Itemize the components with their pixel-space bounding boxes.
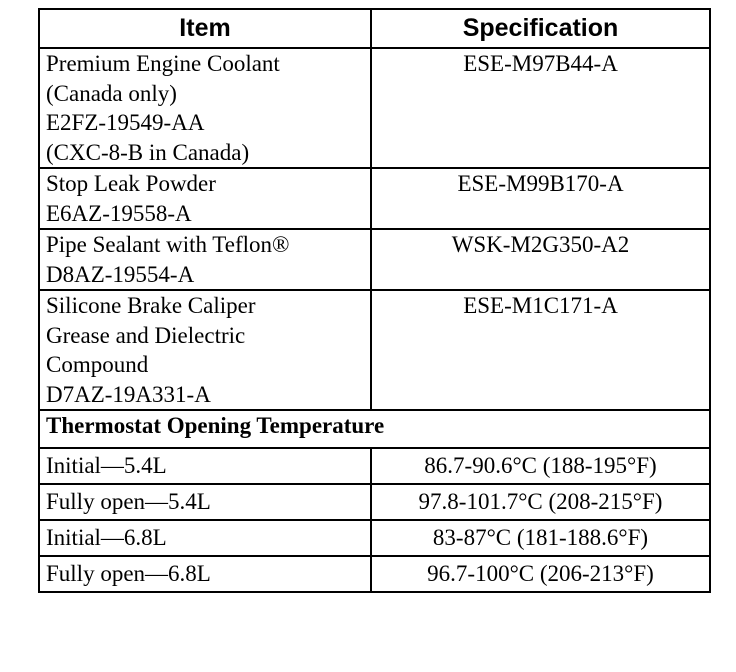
item-line: Compound xyxy=(46,352,149,377)
spec-cell: WSK-M2G350-A2 xyxy=(371,229,710,290)
item-line: E2FZ-19549-AA xyxy=(46,110,205,135)
item-cell xyxy=(39,168,371,229)
condition-cell: Initial—6.8L xyxy=(39,520,371,556)
item-line: (Canada only) xyxy=(46,80,177,106)
item-line: (CXC-8-B in Canada) xyxy=(46,139,250,165)
item-line: Stop Leak Powder xyxy=(46,171,216,196)
table-row xyxy=(39,556,710,592)
spec-cell: ESE-M97B44-A xyxy=(371,48,710,168)
temperature-cell: 83-87°C (181-188.6°F) xyxy=(371,520,710,556)
item-cell xyxy=(39,229,371,290)
header-row xyxy=(39,9,710,48)
item-line: Grease and Dielectric xyxy=(46,322,246,348)
specification-table xyxy=(38,8,711,593)
spec-cell: ESE-M99B170-A xyxy=(371,168,710,229)
section-title: Thermostat Opening Temperature xyxy=(39,410,710,448)
table-row xyxy=(39,290,710,410)
spec-cell: ESE-M1C171-A xyxy=(371,290,710,410)
table-row xyxy=(39,448,710,484)
item-cell xyxy=(39,48,371,168)
item-line: E6AZ-19558-A xyxy=(46,200,192,226)
condition-cell: Initial—5.4L xyxy=(39,448,371,484)
table-row xyxy=(39,520,710,556)
section-row xyxy=(39,410,710,448)
item-line: Premium Engine Coolant xyxy=(46,51,280,76)
item-column-header: Item xyxy=(39,9,371,48)
temperature-cell: 96.7-100°C (206-213°F) xyxy=(371,556,710,592)
item-line: D8AZ-19554-A xyxy=(46,261,195,287)
table-row xyxy=(39,168,710,229)
condition-cell: Fully open—5.4L xyxy=(39,484,371,520)
table-row xyxy=(39,48,710,168)
specification-column-header: Specification xyxy=(371,9,710,48)
table-row xyxy=(39,484,710,520)
temperature-cell: 97.8-101.7°C (208-215°F) xyxy=(371,484,710,520)
table-row xyxy=(39,229,710,290)
condition-cell: Fully open—6.8L xyxy=(39,556,371,592)
temperature-cell: 86.7-90.6°C (188-195°F) xyxy=(371,448,710,484)
item-line: Pipe Sealant with Teflon® xyxy=(46,232,290,257)
item-line: Silicone Brake Caliper xyxy=(46,293,256,318)
item-cell xyxy=(39,290,371,410)
item-line: D7AZ-19A331-A xyxy=(46,381,211,407)
